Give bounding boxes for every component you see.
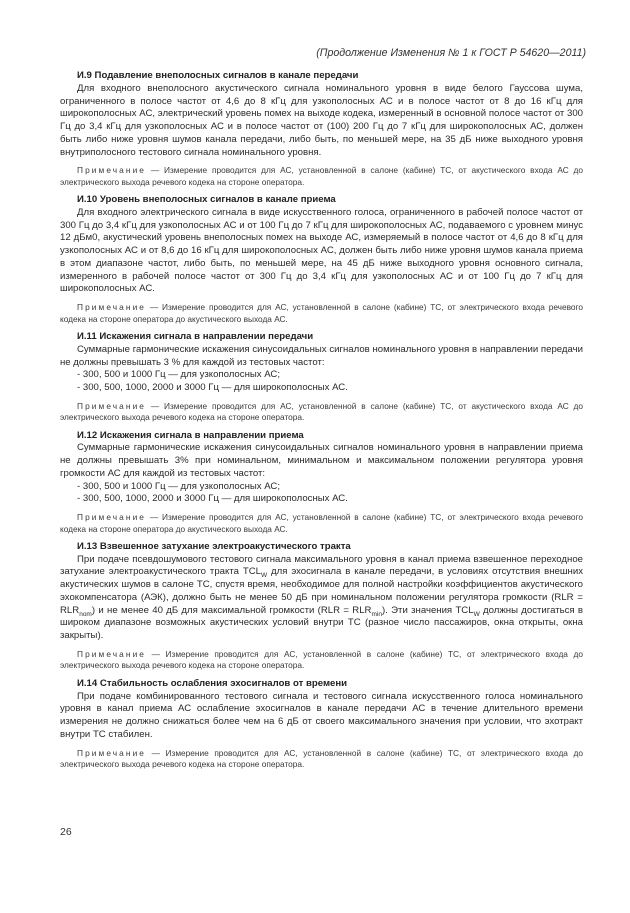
note-text: — Измерение проводится для АС, установленной в салоне (кабине) ТС, от электрического входа речевого кодека на стороне оператора до акустического выхода АС. <box>60 302 583 324</box>
section-title: И.11 Искажения сигнала в направлении передачи <box>77 330 314 342</box>
section-i14 <box>60 678 583 771</box>
note-label: Примечание <box>77 747 147 758</box>
section-i10 <box>60 194 583 325</box>
subscript: min <box>371 610 382 618</box>
note-label: Примечание <box>77 165 147 176</box>
note-text: — Измерение проводится для АС, установленной в салоне (кабине) ТС, от электрического входа до электрического выхода речевого кодека на стороне оператора. <box>60 648 583 671</box>
section-note <box>60 748 583 771</box>
section-title: И.10 Уровень внеполосных сигналов в канале приема <box>77 194 336 206</box>
section-paragraph: Суммарные гармонические искажения синусоидальных сигналов номинального уровня в направлении передачи не должны превышать 3 % для каждой из тестовых частот: <box>60 343 583 368</box>
section-paragraph: При подаче комбинированного тестового сигнала и тестового сигнала искусственного голоса номинального уровня в канал приема АС ослабление эхосигналов в канале передачи АС в течение длительного времени измерения не должно снижаться более чем на 6 дБ от своего максимального значения при условии, что эхотракт внутри ТС стабилен. <box>60 690 583 740</box>
paragraph-text: ) и не менее 40 дБ для максимальной громкости (RLR = RLR <box>91 604 372 616</box>
document-body <box>60 70 583 776</box>
section-i13 <box>60 541 583 672</box>
paragraph-text: При подаче псевдошумового тестового сигнала максимального уровня в канал приема взвешенное переходное затухание электроакустического тракта TCL <box>60 553 583 578</box>
list-item: - 300, 500, 1000, 2000 и 3000 Гц — для широкополосных АС. <box>77 382 348 394</box>
subscript: nom <box>79 610 92 618</box>
note-label: Примечание <box>77 302 147 313</box>
section-i12 <box>60 430 583 535</box>
running-header: (Продолжение Изменения № 1 к ГОСТ Р 54620—2011) <box>316 47 586 59</box>
page-number: 26 <box>60 826 72 838</box>
note-label: Примечание <box>77 648 147 659</box>
note-text: — Измерение проводится для АС, установленной в салоне (кабине) ТС, от электрического входа речевого кодека на стороне оператора до акустического выхода АС. <box>60 512 583 534</box>
paragraph-text: для эхосигнала в канале передачи, в условиях отсутствия внешних акустических шумов в салоне ТС, спустя время, необходимое для полной настройки коэффициентов акустического эхокомпенсатора (АЭК), должно быть не менее 50 дБ при номинальном положении регулятора громкости (RLR = RLR <box>60 566 583 616</box>
section-i9 <box>60 70 583 188</box>
section-note <box>60 302 583 325</box>
section-i11 <box>60 331 583 424</box>
note-text: — Измерение проводится для АС, установленной в салоне (кабине) ТС, от электрического входа до электрического выхода речевого кодека на стороне оператора. <box>60 747 583 769</box>
section-note <box>60 165 583 188</box>
note-text: — Измерение проводится для АС, установленной в салоне (кабине) ТС, от акустического входа АС до электрического выхода речевого кодека на стороне оператора. <box>60 400 583 423</box>
list-item: - 300, 500 и 1000 Гц — для узкополосных АС; <box>77 480 281 492</box>
section-paragraph: Для входного электрического сигнала в виде искусственного голоса, ограниченного в рабочей полосе частот от 300 Гц до 3,4 кГц для узкополосных АС и от 100 Гц до 7 кГц для широкополосных АС, подаваемого с уровнем минус 12 дБм0, акустический уровень внеполосных помех на выходе АС, измеряемый в полосе частот от 4,6 до 8 кГц для узкополосных АС и от 8,6 до 16 кГц для широкополосных АС, должен быть либо ниже уровня шумов канала приема в этом диапазоне частот, либо быть, по меньшей мере, на 45 дБ ниже выходного уровня основного сигнала, измеренного в рабочей полосе частот от 300 Гц до 3,4 кГц для узкополосных АС и от 100 Гц до 7 кГц для широкополосных АС. <box>60 206 583 295</box>
section-note <box>60 401 583 424</box>
section-title: И.14 Стабильность ослабления эхосигналов от времени <box>77 677 348 689</box>
section-paragraph: Суммарные гармонические искажения синусоидальных сигналов номинального уровня в направлении приема не должны превышать 3% при номинальном, минимальном и максимальном положении регулятора уровня громкости АС для каждой из тестовых частот: <box>60 442 583 479</box>
note-text: — Измерение проводится для АС, установленной в салоне (кабине) ТС, от акустического входа АС до электрического выхода речевого кодека на стороне оператора. <box>60 165 583 187</box>
section-note <box>60 512 583 535</box>
note-label: Примечание <box>77 512 147 523</box>
list-item: - 300, 500 и 1000 Гц — для узкополосных АС; <box>77 369 281 381</box>
note-label: Примечание <box>77 400 147 411</box>
section-paragraph: Для входного внеполосного акустического сигнала номинального уровня в виде белого Гауссова шума, ограниченного в полосе частот от 4,6 до 8 кГц для узкополосных АС и в полосе частот от 8 до 16 кГц для широкополосных АС, электрический уровень помех на выходе кодека, измеренный в основной полосе частот от 300 Гц до 3,4 кГц для узкополосных АС и в полосе частот от (100) 200 Гц до 7 кГц для широкополосных АС, должен быть либо ниже уровня шумов канала передачи, либо быть, по меньшей мере, на 35 дБ ниже выходного уровня внутриполосного тестового сигнала номинального уровня. <box>60 82 583 158</box>
section-note <box>60 649 583 672</box>
subscript: W <box>260 572 268 580</box>
section-title: И.9 Подавление внеполосных сигналов в канале передачи <box>77 70 359 81</box>
list-item: - 300, 500, 1000, 2000 и 3000 Гц — для широкополосных АС. <box>77 493 348 505</box>
subscript: W <box>473 610 480 618</box>
section-title: И.13 Взвешенное затухание электроакустического тракта <box>77 540 351 552</box>
section-title: И.12 Искажения сигнала в направлении приема <box>77 429 304 441</box>
paragraph-text: ). Эти значения TCL <box>381 604 474 616</box>
section-paragraph <box>60 554 583 643</box>
paragraph-text: должны достигаться в широком диапазоне возможных акустических условий внутри ТС (разное число пассажиров, окна открыты, окна закрыты). <box>60 604 583 642</box>
